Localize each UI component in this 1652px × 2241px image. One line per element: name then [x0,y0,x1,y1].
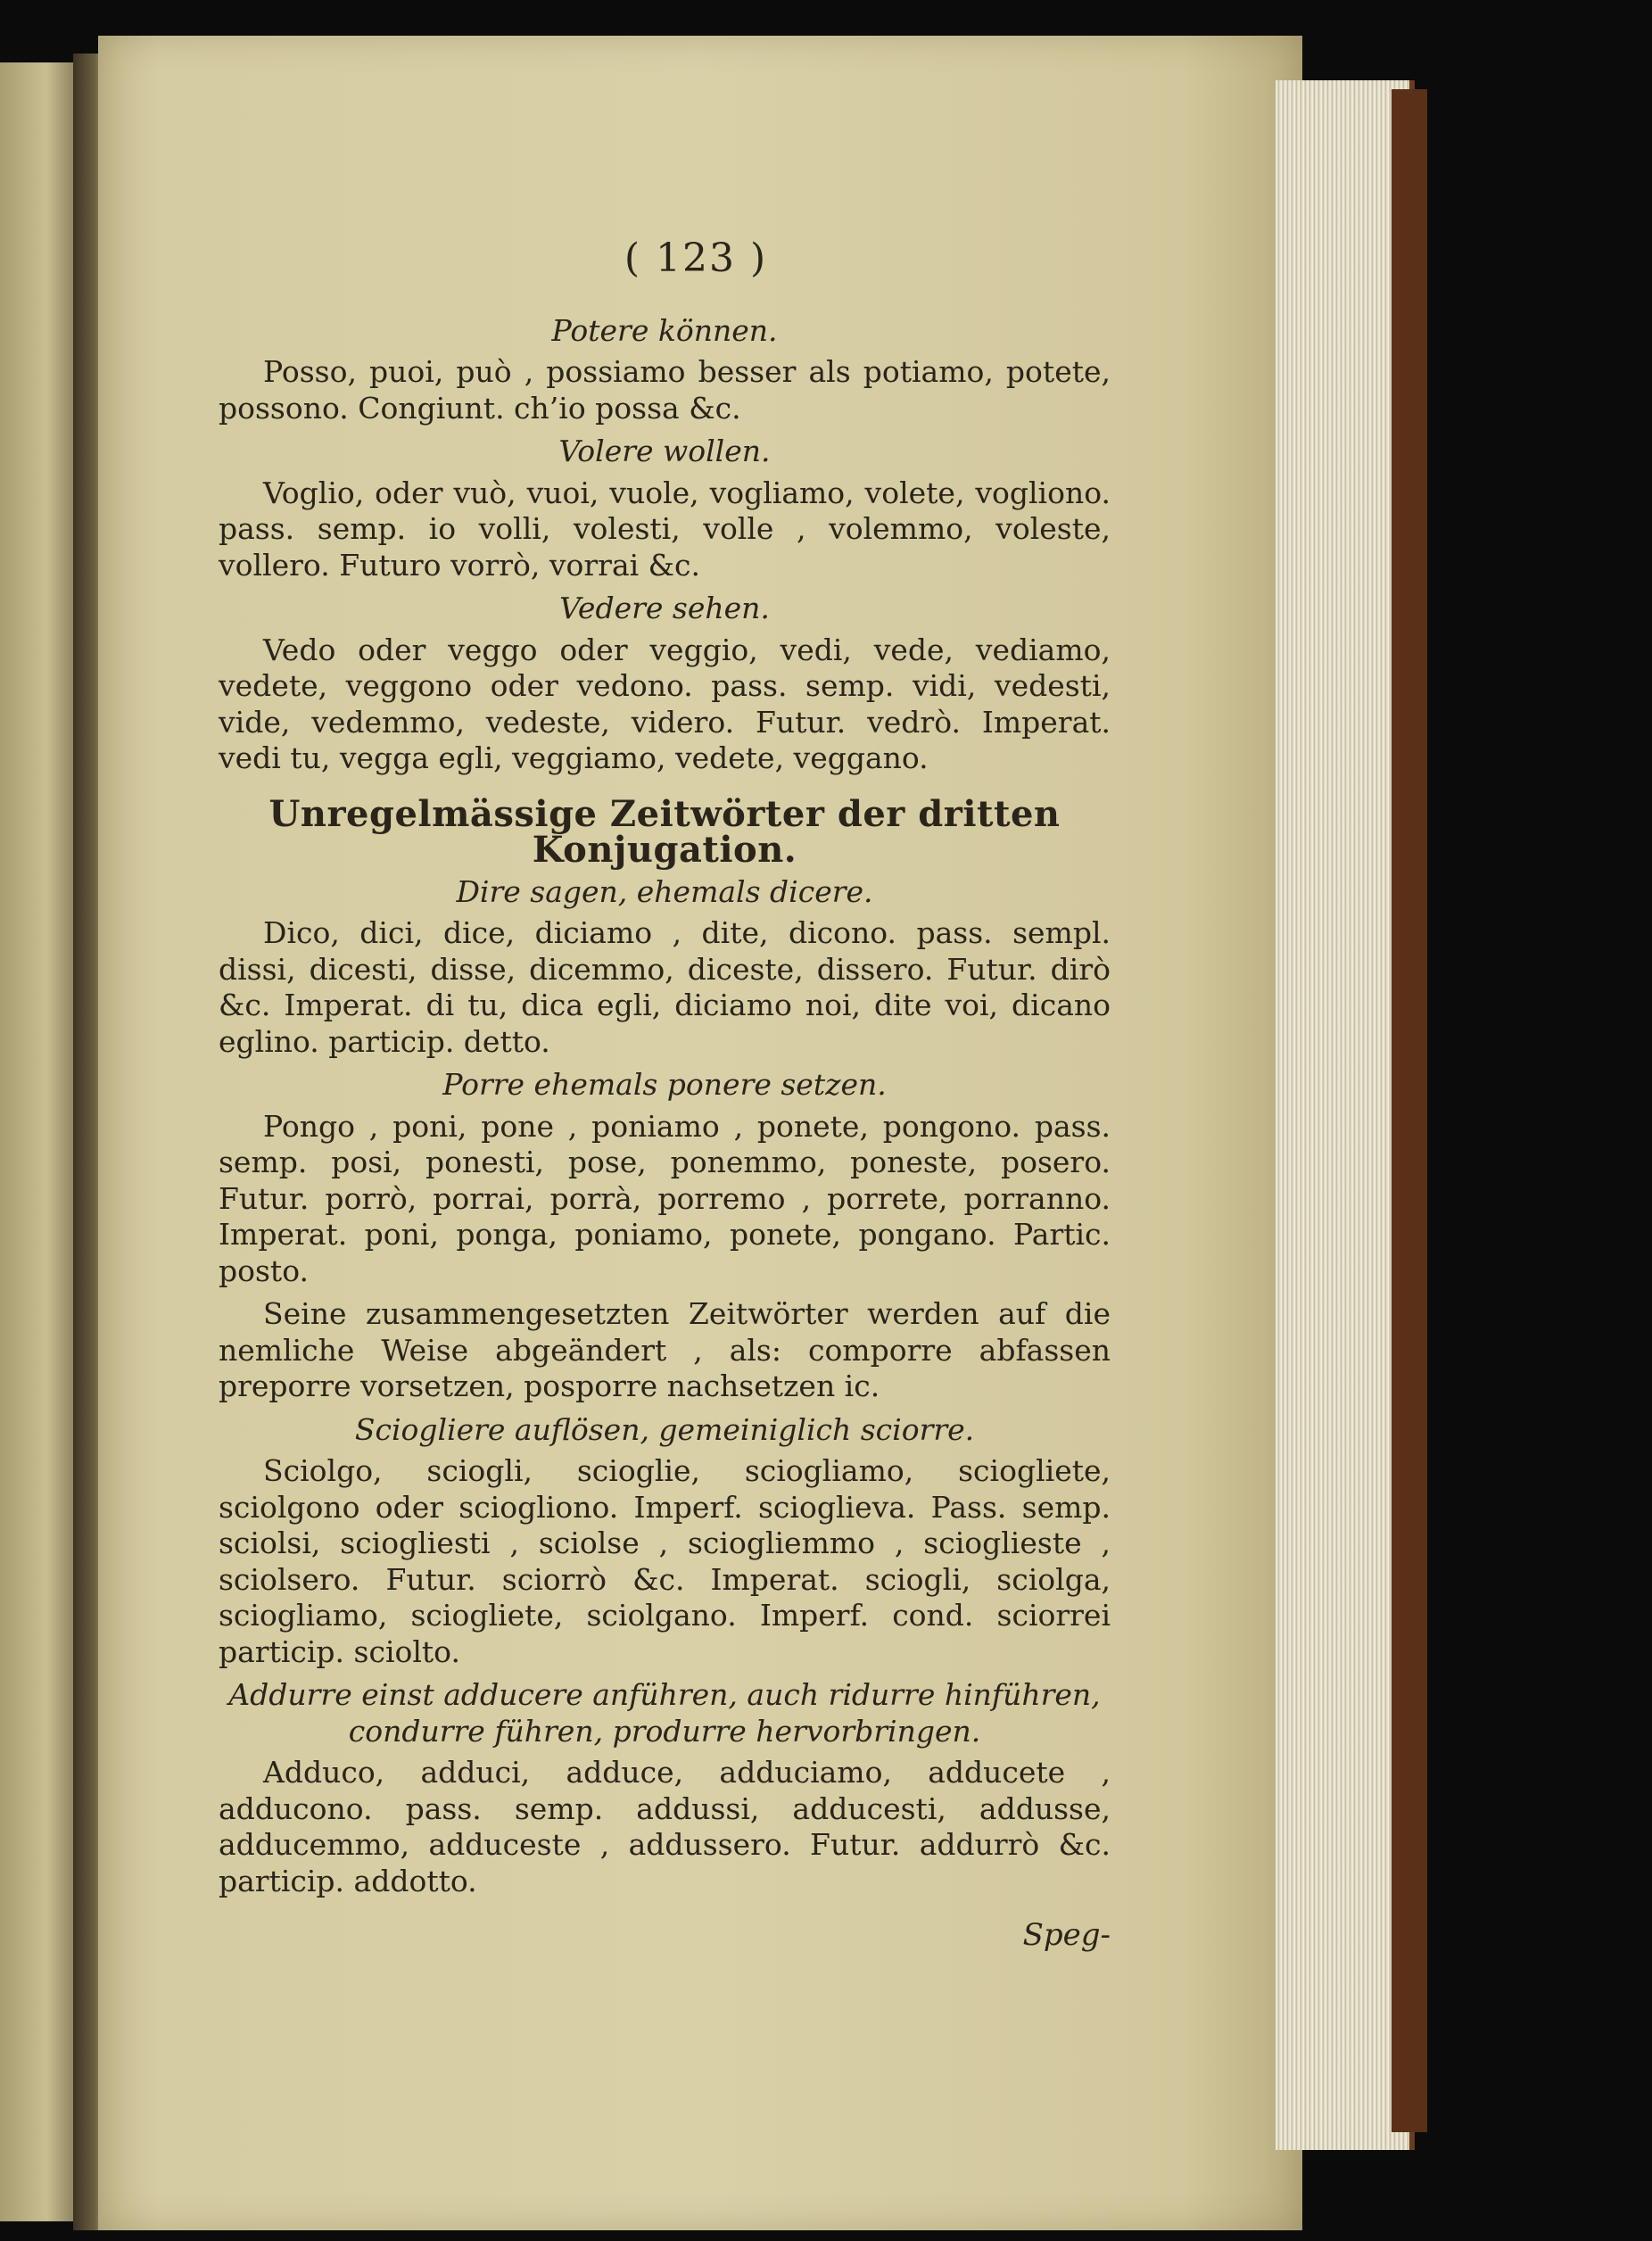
section-heading-volere: Volere wollen. [558,434,771,468]
page-text [219,223,1111,1954]
section-heading-dire: Dire sagen, ehemals dicere. [456,873,873,909]
cover-edge [1392,89,1427,2132]
section-heading-porre: Porre ehemals ponere setzen. [442,1067,887,1102]
chapter-heading: Unregelmässige Zeitwörter der dritten Konjugation. [268,792,1061,871]
section-body-sciogliere: Sciolgo, sciogli, scioglie, sciogliamo, sciogliete, sciolgono oder sciogliono. Imperf. scioglieva. Pass. semp. sciolsi, sciogliesti , sciolse , sciogliemmo , scioglieste , sciolsero. Futur. sciorrò &c. Imperat. sciogli, sciolga, sciogliamo, sciogliete, sciolgano. Imperf. cond. sciorrei particip. sciolto. [219,1453,1111,1669]
section-heading-sciogliere: Sciogliere auflösen, gemeiniglich sciorre. [354,1411,975,1447]
section-body-potere: Posso, puoi, può , possiamo besser als potiamo, potete, possono. Congiunt. ch’io possa &c. [219,354,1111,426]
catchword: Speg- [1022,1917,1111,1953]
section-heading-addurre: Addurre einst adducere anführen, auch ridurre hinführen, condurre führen, produrre hervorbringen. [228,1677,1101,1749]
section-heading-vedere: Vedere sehen. [559,591,770,625]
page-number: ( 123 ) [624,236,768,281]
section-body-addurre: Adduco, adduci, adduce, adduciamo, adducete , adducono. pass. semp. addussi, adducesti, addusse, adducemmo, adduceste , addussero. Futur. addurrò &c. particip. addotto. [219,1755,1111,1898]
compound-note: Seine zusammengesetzten Zeitwörter werden auf die nemliche Weise abgeändert , als: comporre abfassen preporre vorsetzen, posporre nachsetzen ic. [219,1296,1111,1403]
section-heading-potere: Potere können. [551,312,778,348]
section-body-volere: Voglio, oder vuò, vuoi, vuole, vogliamo, volete, vogliono. pass. semp. io volli, volesti, volle , volemmo, voleste, vollero. Futuro vorrò, vorrai &c. [219,475,1111,583]
left-page-edge [0,62,85,2221]
section-body-dire: Dico, dici, dice, diciamo , dite, dicono. pass. sempl. dissi, dicesti, disse, dicemmo, diceste, dissero. Futur. dirò &c. Imperat. di tu, dica egli, diciamo noi, dite voi, dicano eglino. particip. detto. [219,915,1111,1059]
section-body-vedere: Vedo oder veggo oder veggio, vedi, vede, vediamo, vedete, veggono oder vedono. pass. semp. vidi, vedesti, vide, vedemmo, vedeste, videro. Futur. vedrò. Imperat. vedi tu, vegga egli, veggiamo, vedete, veggano. [219,632,1111,775]
section-body-porre: Pongo , poni, pone , poniamo , ponete, pongono. pass. semp. posi, ponesti, pose, ponemmo, poneste, posero. Futur. porrò, porrai, porrà, porremo , porrete, porranno. Imperat. poni, ponga, poniamo, ponete, pongano. Partic. posto. [219,1108,1111,1288]
